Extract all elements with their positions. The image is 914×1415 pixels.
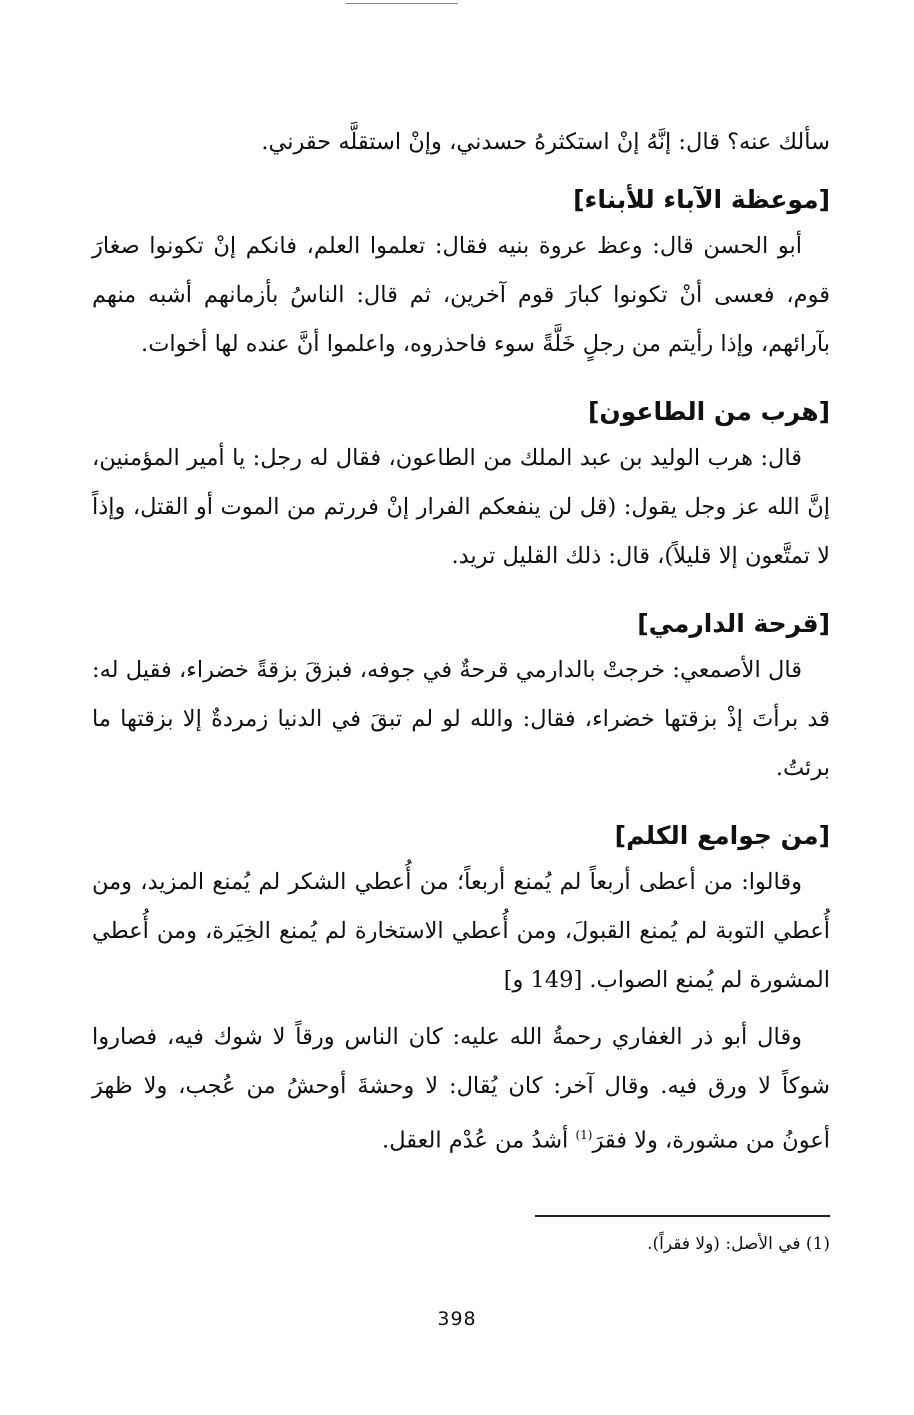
footnote-ref: (1) [575, 1128, 593, 1142]
page-body [92, 118, 830, 1166]
opening-line: سألك عنه؟ قال: إنَّهُ إنْ استكثرهُ حسدني، وإنْ استقلَّه حقرني. [261, 129, 830, 155]
top-rule [346, 3, 458, 4]
section-paragraph-ulcer: قال الأصمعي: خرجتْ بالدارمي قرحةٌ في جوفه، فبزقَ بزقةً خضراء، فقيل له: قد برأتَ إذْ بزقتها خضراء، فقال: والله لو لم تبقَ في الدنيا زمردةٌ إلا بزقتها ما برئتُ. [92, 657, 830, 781]
section-paragraph-advice: أبو الحسن قال: وعظ عروة بنيه فقال: تعلموا العلم، فانكم إنْ تكونوا صغارَ قوم، فعسى أنْ تكونوا كبارَ قوم آخرين، ثم قال: الناسُ بأزمانهم أشبه منهم بآرائهم، وإذا رأيتم من رجلٍ خَلَّةً سوء فاحذروه، واعلموا أنَّ عنده لها أخوات. [92, 233, 830, 357]
section-heading-advice: [موعظة الآباء للأبناء] [573, 185, 830, 214]
footnote-rule [535, 1215, 830, 1217]
section-paragraph-plague: قال: هرب الوليد بن عبد الملك من الطاعون، فقال له رجل: يا أمير المؤمنين، إنَّ الله عز وجل يقول: (قل لن ينفعكم الفرار إنْ فررتم من الموت أو القتل، وإذاً لا تمتَّعون إلا قليلاً)، قال: ذلك القليل تريد. [92, 445, 830, 569]
page-number: 398 [437, 1308, 477, 1330]
section-paragraph-sayings-1: وقالوا: من أعطى أربعاً لم يُمنع أربعاً؛ من أُعطي الشكر لم يُمنع المزيد، ومن أُعطي التوبة لم يُمنع القبولَ، ومن أُعطي الاستخارة لم يُمنع الخِيَرة، ومن أُعطي المشورة لم يُمنع الصواب. [149 و] [92, 869, 830, 993]
section-heading-plague: [هرب من الطاعون] [587, 397, 830, 426]
footnote: (1) في الأصل: (ولا فقراً). [647, 1234, 830, 1254]
section-heading-sayings: [من جوامع الكلم] [614, 821, 830, 850]
section-heading-ulcer: [قرحة الدارمي] [637, 609, 830, 638]
section-paragraph-sayings-2: وقال أبو ذر الغفاري رحمةُ الله عليه: كان الناس ورقاً لا شوك فيه، فصاروا شوكاً لا ورق فيه. وقال آخر: كان يُقال: لا وحشةَ أوحشُ من عُجب، ولا ظهرَ أعونُ من مشورة، ولا فقرَ$^{(1)}$ أشدُ من عُدْم العقل. [92, 1024, 830, 1154]
